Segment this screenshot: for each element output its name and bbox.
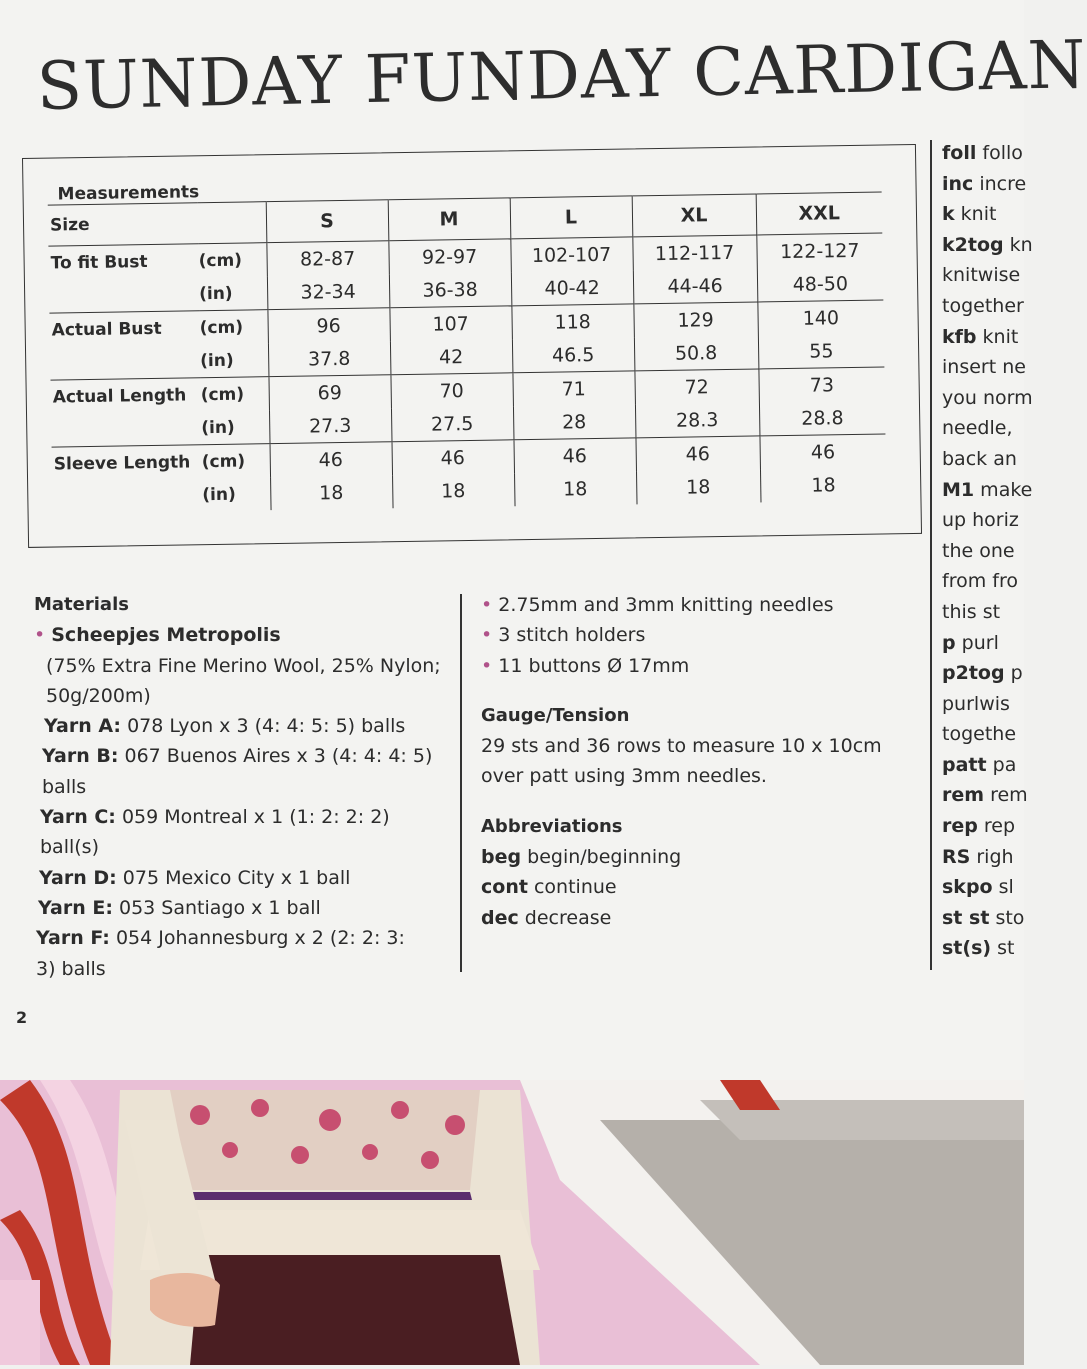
cell: 69 [268,375,391,410]
cell: 55 [758,333,885,368]
abbreviation-item: purlwis [942,692,1010,715]
cell: 27.5 [391,406,514,441]
materials-section [34,590,454,984]
cell: 48-50 [757,266,884,301]
yarn-line: Yarn D: 075 Mexico City x 1 ball [39,866,351,889]
column-divider [460,594,462,972]
abbreviation-item: togethe [942,723,1017,746]
abbreviation-item: knitwise [942,264,1021,287]
cell: 122-127 [756,233,883,268]
unit-cm: (cm) [200,384,245,405]
cell: 96 [267,308,390,343]
cell: 18 [514,471,637,506]
cell: 118 [511,304,634,339]
size-label: Size [48,203,199,246]
yarn-line: Yarn A: 078 Lyon x 3 (4: 4: 5: 5) balls [44,715,406,738]
cell: 92-97 [388,239,511,274]
cell: 37.8 [268,341,391,376]
unit-cm: (cm) [198,250,243,271]
abbreviation-item: up horiz [942,509,1019,532]
abbreviation-item: k2tog kn [942,233,1033,256]
abbreviation-item: insert ne [942,356,1026,379]
abbreviation-item: rem rem [942,784,1028,807]
cell: 46 [635,436,760,471]
list-item: • 11 buttons Ø 17mm [481,654,690,677]
abbreviation-item: RS righ [942,845,1014,868]
cell: 18 [636,469,761,504]
yarn-description: (75% Extra Fine Merino Wool, 25% Nylon; 50g/200m) [46,654,441,707]
abbreviation-item: foll follo [942,142,1023,164]
abbreviation-item: inc incre [942,172,1027,195]
cell: 46 [513,438,636,473]
cell: 70 [390,373,513,408]
abbreviation-item: beg begin/beginning [481,846,682,869]
materials-heading: Materials [34,594,129,615]
abbreviation-item: you norm [942,386,1033,409]
notions-section [481,590,911,933]
abbreviations-continued [942,138,1033,964]
abbreviation-item: needle, [942,417,1013,440]
cell: 107 [389,306,512,341]
bullet-icon: • [481,594,499,616]
row-label: Sleeve Length [53,451,191,475]
row-label: Actual Length [52,384,187,408]
cell: 18 [270,475,393,510]
cell: 44-46 [633,268,758,303]
size-header: M [388,198,511,241]
row-label: To fit Bust [50,251,148,274]
unit-in: (in) [200,343,269,378]
abbreviation-item: p2tog p [942,662,1023,685]
cell: 42 [390,339,513,374]
yarn-line: Yarn F: 054 Johannesburg x 2 (2: 2: 3: 3) balls [36,927,405,980]
gauge-text: 29 sts and 36 rows to measure 10 x 10cm over patt using 3mm needles. [481,735,882,788]
abbreviation-item: p purl [942,631,999,654]
cell: 40-42 [511,270,634,305]
cardigan-photo [0,1080,1024,1365]
abbreviation-item: kfb knit [942,325,1019,348]
unit-in: (in) [201,410,270,445]
yarn-line: Yarn C: 059 Montreal x 1 (1: 2: 2: 2) ball(s) [40,806,390,859]
abbreviation-item: M1 make [942,478,1033,501]
measurements-box [22,144,922,548]
list-item: • 2.75mm and 3mm knitting needles [481,594,834,616]
cell: 46 [270,442,393,477]
cell: 36-38 [389,272,512,307]
abbreviation-item: from fro [942,570,1018,593]
cell: 102-107 [510,237,633,272]
unit-cm: (cm) [201,451,246,472]
cell: 28.8 [759,400,886,435]
yarn-line: Yarn E: 053 Santiago x 1 ball [38,896,321,919]
cell: 72 [634,369,759,404]
cell: 18 [760,467,887,502]
unit-in: (in) [202,484,236,505]
size-header: XXL [756,192,883,235]
yarn-brand: • Scheepjes Metropolis [34,624,281,647]
abbreviation-item: cont continue [481,876,617,899]
abbreviation-item: dec decrease [481,906,612,929]
row-label: Actual Bust [51,318,162,341]
cell: 46 [759,434,886,469]
size-header: L [510,196,633,239]
measurements-table [48,192,887,514]
list-item: • 3 stitch holders [481,624,646,647]
cell: 50.8 [634,335,759,370]
abbreviation-item: together [942,294,1024,317]
size-header: XL [632,194,757,237]
bullet-icon: • [481,624,499,647]
abbreviation-item: k knit [942,203,997,226]
measurements-title: Measurements [57,182,200,205]
cell: 27.3 [269,408,392,443]
cell: 32-34 [267,274,390,309]
cell: 112-117 [632,235,757,270]
cell: 18 [392,473,515,508]
cell: 71 [512,371,635,406]
cell: 140 [757,300,884,335]
unit-cm: (cm) [199,317,244,338]
cell: 28.3 [635,402,760,437]
abbreviation-item: rep rep [942,815,1016,838]
cell: 73 [758,367,885,402]
bullet-icon: • [34,624,52,647]
cell: 129 [633,302,758,337]
bullet-icon: • [481,654,499,677]
column-divider [930,140,932,970]
gauge-heading: Gauge/Tension [481,704,630,726]
cell: 46.5 [512,337,635,372]
unit-in: (in) [199,276,268,311]
abbreviation-item: patt pa [942,753,1017,776]
abbreviation-item: back an [942,447,1017,470]
abbreviation-item: this st [942,600,1001,623]
abbreviation-item: skpo sl [942,876,1014,899]
page-title: SUNDAY FUNDAY CARDIGAN [36,26,1087,125]
abbreviations-heading: Abbreviations [481,815,623,837]
cell: 82-87 [266,241,389,276]
abbreviation-item: the one [942,539,1015,562]
yarn-line: Yarn B: 067 Buenos Aires x 3 (4: 4: 4: 5) balls [42,745,433,798]
page-number: 2 [16,1008,28,1027]
cell: 46 [392,440,515,475]
abbreviation-item: st st sto [942,906,1025,929]
size-header: S [266,200,389,243]
abbreviation-item: st(s) st [942,937,1015,960]
photo-illustration [0,1080,1024,1365]
cell: 28 [513,404,636,439]
